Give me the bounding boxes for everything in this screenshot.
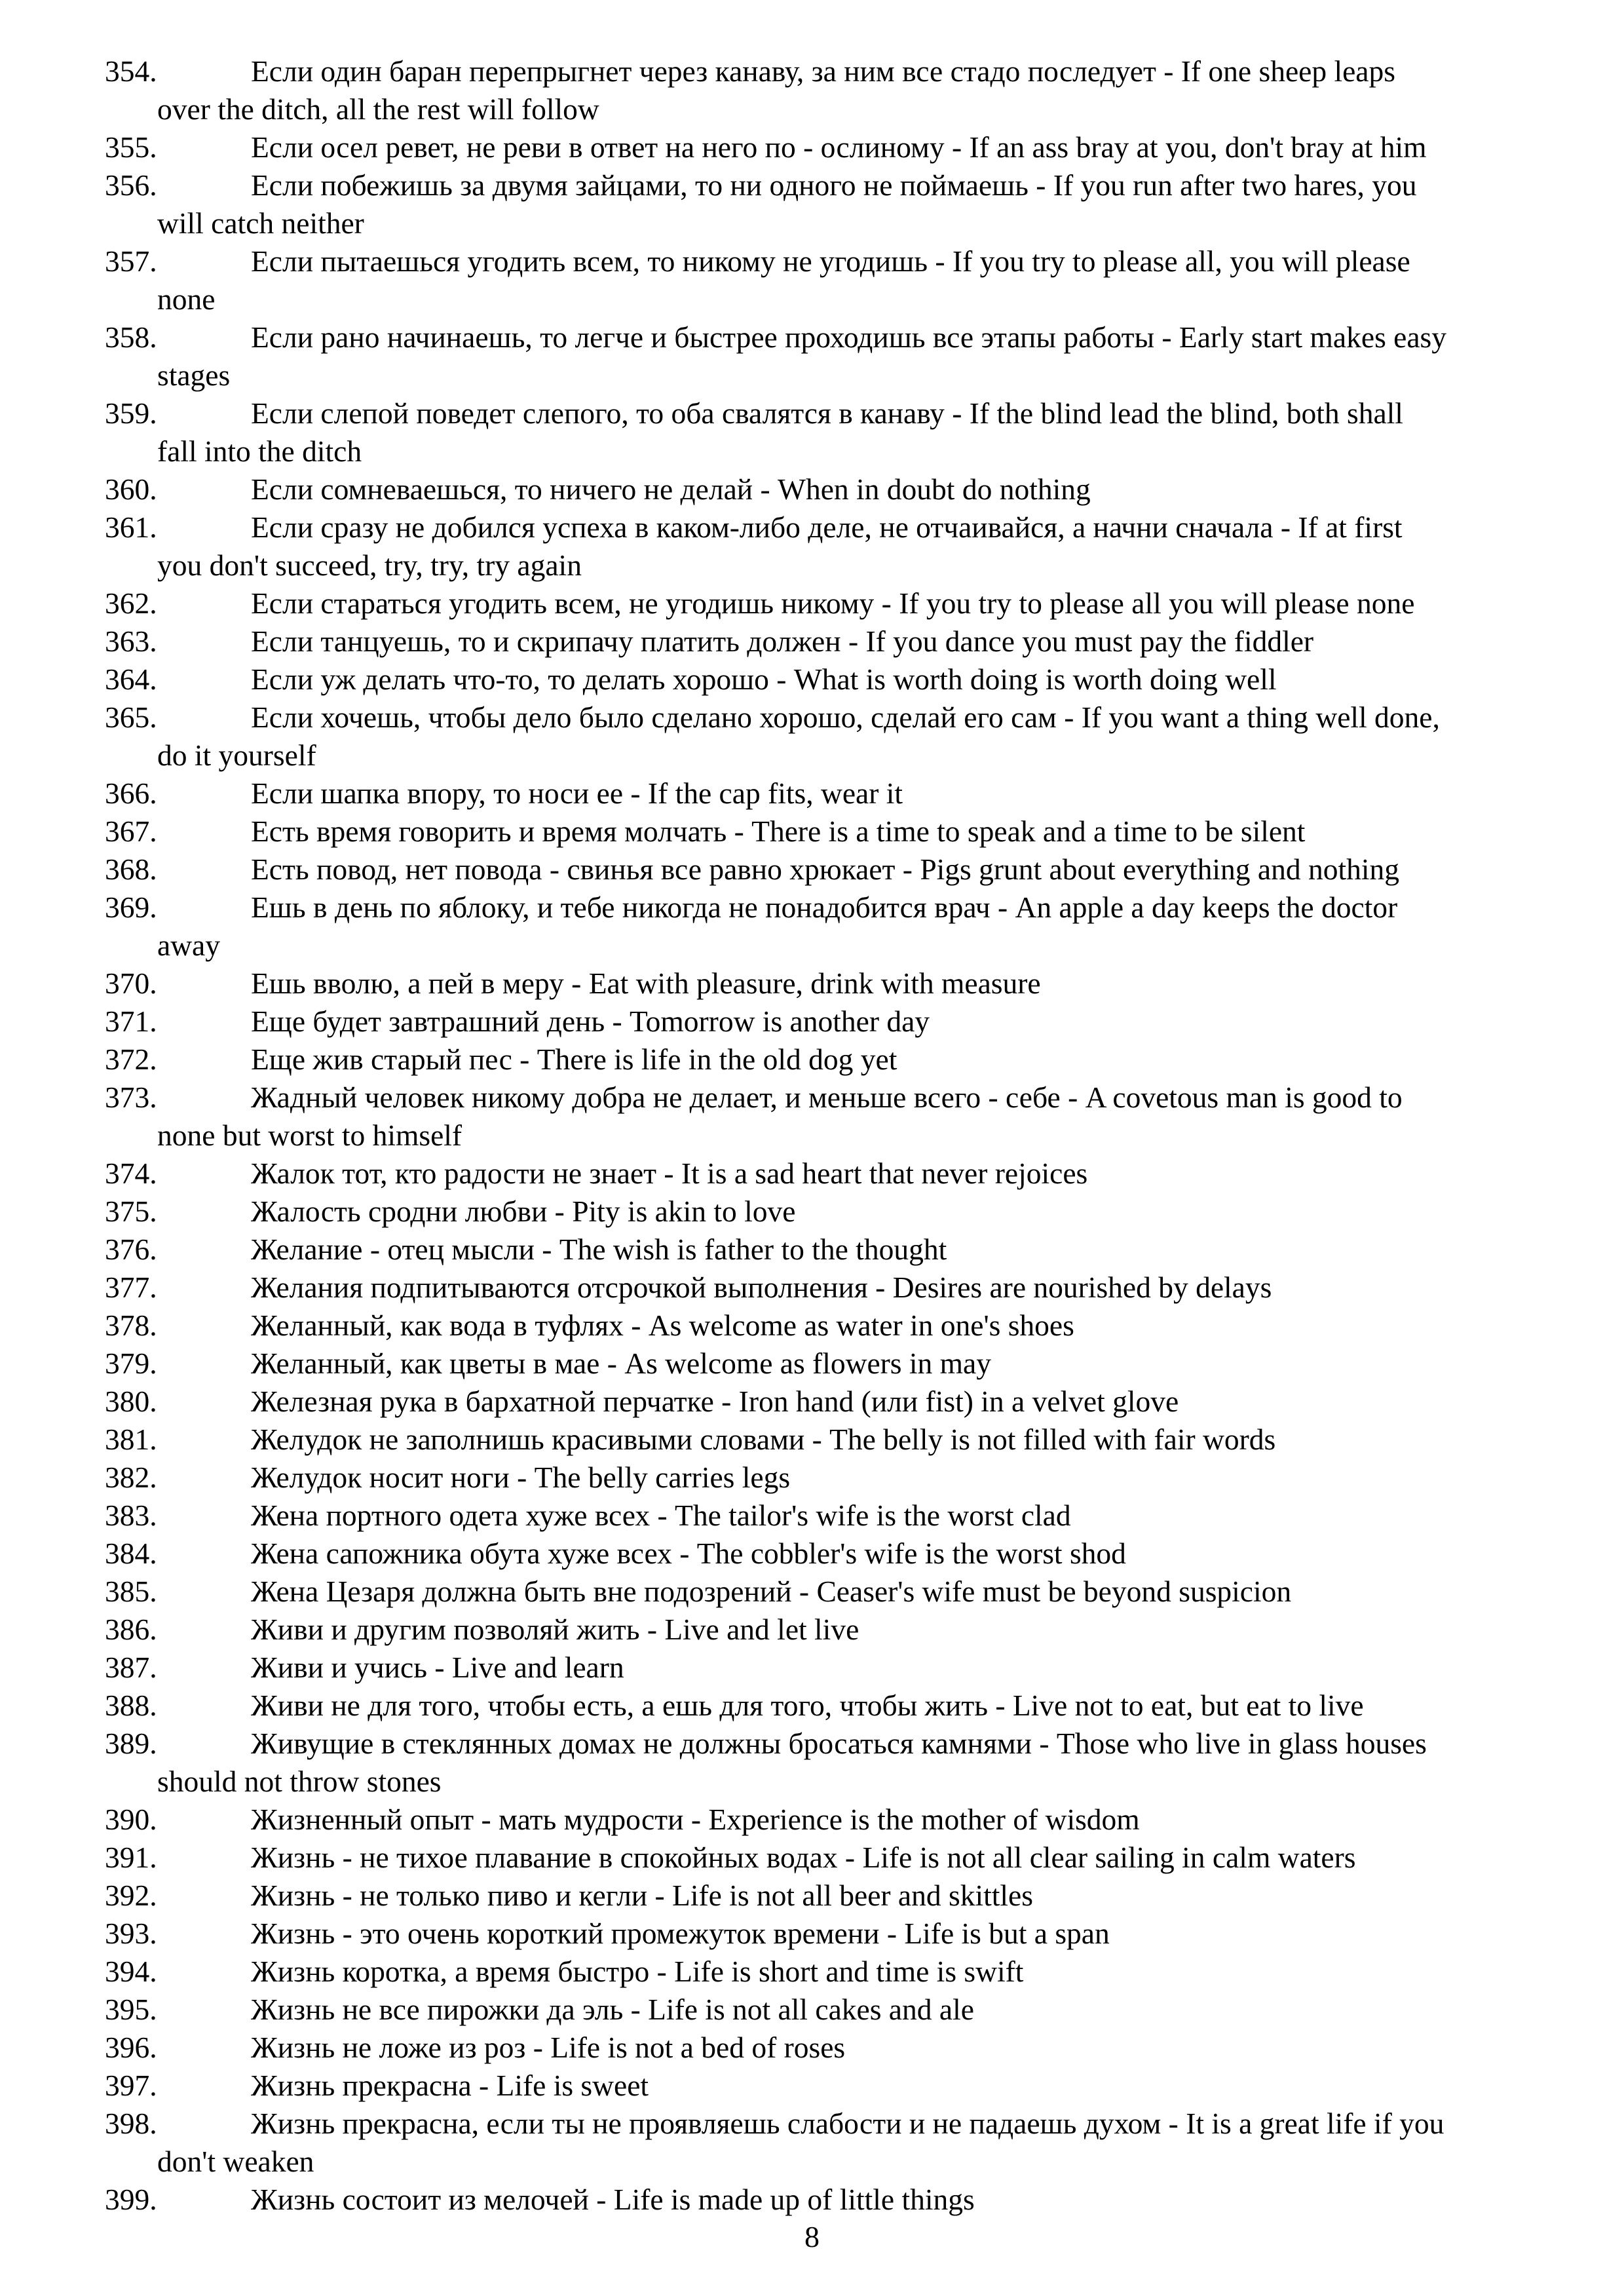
entry-number: 377.: [105, 1271, 157, 1304]
list-item: [105, 1307, 1582, 1345]
entry-number: 366.: [105, 776, 157, 810]
list-item: [105, 1877, 1582, 1915]
entry-number: 376.: [105, 1233, 157, 1266]
list-item: [105, 1991, 1582, 2029]
entry-number: 391.: [105, 1841, 157, 1874]
entry-number: 371.: [105, 1004, 157, 1038]
list-item: [105, 1269, 1582, 1307]
entry-number: 394.: [105, 1955, 157, 1988]
entry-number: 390.: [105, 1803, 157, 1836]
list-item: [105, 584, 1582, 622]
entry-text: Жена сапожника обута хуже всех - The cobbler's wife is the worst shod: [251, 1537, 1126, 1570]
list-item: [105, 1687, 1582, 1725]
entry-text: Живи и другим позволяй жить - Live and let live: [251, 1613, 859, 1646]
list-item: [105, 52, 1582, 128]
entry-number: 358.: [105, 320, 157, 354]
entry-number: 383.: [105, 1499, 157, 1532]
entry-text: Живи и учись - Live and learn: [251, 1651, 624, 1684]
entry-number: 361.: [105, 510, 157, 544]
entry-text: Желудок носит ноги - The belly carries legs: [251, 1461, 791, 1494]
entry-text-continuation: stages: [157, 358, 231, 392]
entry-text: Желудок не заполнишь красивыми словами - The belly is not filled with fair words: [251, 1423, 1276, 1456]
list-item: [105, 1041, 1582, 1079]
entry-text: Жена портного одета хуже всех - The tailor's wife is the worst clad: [251, 1499, 1071, 1532]
entry-text-continuation: away: [157, 928, 220, 962]
page-number: 8: [804, 2220, 820, 2253]
entry-text-continuation: don't weaken: [157, 2145, 314, 2178]
entry-text: Жадный человек никому добра не делает, и меньше всего - себе - A covetous man is good to: [251, 1081, 1403, 1114]
entry-number: 363.: [105, 624, 157, 658]
entry-text-continuation: none: [157, 282, 216, 316]
entry-number: 360.: [105, 472, 157, 506]
list-item: [105, 1383, 1582, 1421]
entry-number: 354.: [105, 54, 157, 88]
list-item: [105, 2029, 1582, 2067]
entry-number: 355.: [105, 130, 157, 164]
list-item: [105, 965, 1582, 1003]
entry-number: 378.: [105, 1309, 157, 1342]
entry-text: Если побежишь за двумя зайцами, то ни одного не поймаешь - If you run after two hares, you: [251, 168, 1417, 202]
list-item: [105, 394, 1582, 470]
entry-text-continuation: will catch neither: [157, 206, 364, 240]
entry-number: 397.: [105, 2069, 157, 2102]
entry-number: 395.: [105, 1993, 157, 2026]
list-item: [105, 166, 1582, 242]
list-item: [105, 242, 1582, 318]
entry-number: 386.: [105, 1613, 157, 1646]
entry-text-continuation: do it yourself: [157, 738, 316, 772]
entry-number: 356.: [105, 168, 157, 202]
entry-text-continuation: should not throw stones: [157, 1765, 442, 1798]
entry-text: Жизнь не ложе из роз - Life is not a bed of roses: [251, 2031, 846, 2064]
entry-number: 365.: [105, 700, 157, 734]
list-item: [105, 1345, 1582, 1383]
entry-text: Жалость сродни любви - Pity is akin to love: [251, 1195, 796, 1228]
list-item: [105, 1573, 1582, 1611]
entry-text: Есть повод, нет повода - свинья все равно хрюкает - Pigs grunt about everything and nothing: [251, 852, 1400, 886]
entry-number: 385.: [105, 1575, 157, 1608]
list-item: [105, 1801, 1582, 1839]
list-item: [105, 775, 1582, 813]
entry-number: 364.: [105, 662, 157, 696]
entry-number: 381.: [105, 1423, 157, 1456]
proverb-list: [105, 52, 1582, 2219]
entry-text: Ешь в день по яблоку, и тебе никогда не понадобится врач - An apple a day keeps the doctor: [251, 890, 1398, 924]
entry-text: Если пытаешься угодить всем, то никому не угодишь - If you try to please all, you will please: [251, 244, 1410, 278]
entry-text: Жизнь - не тихое плавание в спокойных водах - Life is not all clear sailing in calm waters: [251, 1841, 1356, 1874]
entry-text: Жизнь коротка, а время быстро - Life is short and time is swift: [251, 1955, 1024, 1988]
list-item: [105, 318, 1582, 394]
entry-number: 357.: [105, 244, 157, 278]
entry-text: Живи не для того, чтобы есть, а ешь для того, чтобы жить - Live not to eat, but eat to live: [251, 1689, 1364, 1722]
list-item: [105, 1155, 1582, 1193]
list-item: [105, 813, 1582, 851]
entry-text: Еще жив старый пес - There is life in the old dog yet: [251, 1043, 897, 1076]
entry-text: Жизненный опыт - мать мудрости - Experience is the mother of wisdom: [251, 1803, 1140, 1836]
list-item: [105, 1497, 1582, 1535]
entry-number: 388.: [105, 1689, 157, 1722]
list-item: [105, 128, 1582, 166]
entry-number: 369.: [105, 890, 157, 924]
entry-text: Желанный, как цветы в мае - As welcome as flowers in may: [251, 1347, 991, 1380]
entry-number: 387.: [105, 1651, 157, 1684]
entry-number: 384.: [105, 1537, 157, 1570]
entry-text: Если рано начинаешь, то легче и быстрее проходишь все этапы работы - Early start makes easy: [251, 320, 1446, 354]
list-item: [105, 698, 1582, 775]
entry-text: Жалок тот, кто радости не знает - It is a sad heart that never rejoices: [251, 1157, 1088, 1190]
entry-text: Железная рука в бархатной перчатке - Iron hand (или fist) in a velvet glove: [251, 1385, 1179, 1418]
entry-number: 393.: [105, 1917, 157, 1950]
list-item: [105, 1953, 1582, 1991]
entry-text: Жена Цезаря должна быть вне подозрений - Ceaser's wife must be beyond suspicion: [251, 1575, 1292, 1608]
entry-number: 399.: [105, 2183, 157, 2216]
list-item: [105, 889, 1582, 965]
list-item: [105, 1839, 1582, 1877]
list-item: [105, 622, 1582, 660]
entry-text: Живущие в стеклянных домах не должны бросаться камнями - Those who live in glass houses: [251, 1727, 1427, 1760]
entry-number: 362.: [105, 586, 157, 620]
entry-number: 375.: [105, 1195, 157, 1228]
entry-text: Жизнь не все пирожки да эль - Life is not all cakes and ale: [251, 1993, 974, 2026]
entry-number: 372.: [105, 1043, 157, 1076]
list-item: [105, 1079, 1582, 1155]
list-item: [105, 1193, 1582, 1231]
entry-text: Жизнь состоит из мелочей - Life is made up of little things: [251, 2183, 975, 2216]
entry-text: Если слепой поведет слепого, то оба свалятся в канаву - If the blind lead the blind, both shall: [251, 396, 1403, 430]
entry-number: 389.: [105, 1727, 157, 1760]
entry-number: 382.: [105, 1461, 157, 1494]
entry-text: Еще будет завтрашний день - Tomorrow is another day: [251, 1004, 930, 1038]
list-item: [105, 1725, 1582, 1801]
list-item: [105, 1611, 1582, 1649]
entry-text: Желания подпитываются отсрочкой выполнения - Desires are nourished by delays: [251, 1271, 1272, 1304]
list-item: [105, 1535, 1582, 1573]
entry-number: 373.: [105, 1081, 157, 1114]
list-item: [105, 1915, 1582, 1953]
list-item: [105, 2067, 1582, 2105]
entry-text: Если шапка впору, то носи ее - If the cap fits, wear it: [251, 776, 903, 810]
entry-text: Если уж делать что-то, то делать хорошо - What is worth doing is worth doing well: [251, 662, 1277, 696]
entry-text: Жизнь - это очень короткий промежуток времени - Life is but a span: [251, 1917, 1110, 1950]
entry-text-continuation: over the ditch, all the rest will follow: [157, 92, 599, 126]
list-item: [105, 1421, 1582, 1459]
entry-text-continuation: you don't succeed, try, try, try again: [157, 548, 582, 582]
entry-text: Если стараться угодить всем, не угодишь никому - If you try to please all you will please none: [251, 586, 1415, 620]
entry-text: Если хочешь, чтобы дело было сделано хорошо, сделай его сам - If you want a thing well done,: [251, 700, 1440, 734]
list-item: [105, 470, 1582, 508]
entry-text-continuation: fall into the ditch: [157, 434, 362, 468]
list-item: [105, 1459, 1582, 1497]
entry-number: 367.: [105, 814, 157, 848]
entry-text: Если танцуешь, то и скрипачу платить должен - If you dance you must pay the fiddler: [251, 624, 1314, 658]
entry-number: 392.: [105, 1879, 157, 1912]
entry-text: Если один баран перепрыгнет через канаву, за ним все стадо последует - If one sheep leaps: [251, 54, 1395, 88]
entry-number: 396.: [105, 2031, 157, 2064]
entry-number: 398.: [105, 2107, 157, 2140]
list-item: [105, 2181, 1582, 2219]
list-item: [105, 1003, 1582, 1041]
entry-text: Если сразу не добился успеха в каком-либо деле, не отчаивайся, а начни сначала - If at first: [251, 510, 1403, 544]
entry-text: Если сомневаешься, то ничего не делай - When in doubt do nothing: [251, 472, 1091, 506]
entry-text: Если осел ревет, не реви в ответ на него по - ослиному - If an ass bray at you, don't bray at him: [251, 130, 1427, 164]
entry-number: 370.: [105, 966, 157, 1000]
entry-text: Желанный, как вода в туфлях - As welcome as water in one's shoes: [251, 1309, 1074, 1342]
entry-text: Ешь вволю, а пей в меру - Eat with pleasure, drink with measure: [251, 966, 1041, 1000]
entry-number: 380.: [105, 1385, 157, 1418]
entry-text: Есть время говорить и время молчать - There is a time to speak and a time to be silent: [251, 814, 1306, 848]
entry-text: Жизнь прекрасна, если ты не проявляешь слабости и не падаешь духом - It is a great life if you: [251, 2107, 1445, 2140]
list-item: [105, 508, 1582, 584]
entry-number: 359.: [105, 396, 157, 430]
list-item: [105, 851, 1582, 889]
list-item: [105, 1231, 1582, 1269]
entry-text: Жизнь прекрасна - Life is sweet: [251, 2069, 649, 2102]
entry-number: 368.: [105, 852, 157, 886]
list-item: [105, 660, 1582, 698]
entry-text: Жизнь - не только пиво и кегли - Life is not all beer and skittles: [251, 1879, 1033, 1912]
entry-number: 374.: [105, 1157, 157, 1190]
list-item: [105, 1649, 1582, 1687]
entry-text: Желание - отец мысли - The wish is father to the thought: [251, 1233, 947, 1266]
entry-text-continuation: none but worst to himself: [157, 1119, 463, 1152]
list-item: [105, 2105, 1582, 2181]
entry-number: 379.: [105, 1347, 157, 1380]
